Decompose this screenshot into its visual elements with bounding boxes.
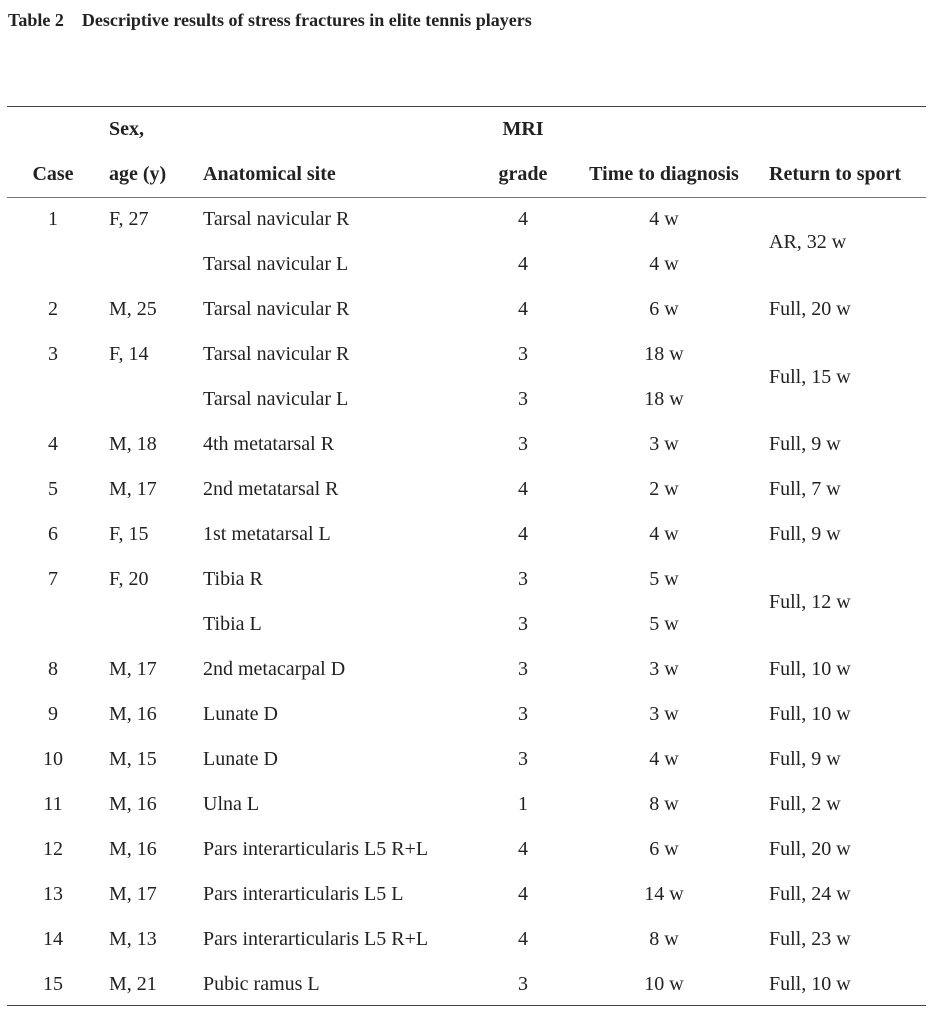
cell-sex-age: F, 14 xyxy=(109,343,149,365)
cell-sex-age: F, 15 xyxy=(109,523,149,545)
cell-mri: 3 xyxy=(518,388,528,410)
table-header-rule xyxy=(7,197,926,198)
cell-sex-age: F, 20 xyxy=(109,568,149,590)
cell-case: 3 xyxy=(48,343,58,365)
cell-mri: 3 xyxy=(518,568,528,590)
cell-case: 9 xyxy=(48,703,58,725)
cell-mri: 4 xyxy=(518,478,528,500)
cell-site: Pubic ramus L xyxy=(203,973,320,995)
cell-mri: 4 xyxy=(518,208,528,230)
header-mri-line-2: grade xyxy=(498,163,548,185)
cell-time: 14 w xyxy=(644,883,684,905)
cell-site: 1st metatarsal L xyxy=(203,523,331,545)
cell-return-to-sport: Full, 10 w xyxy=(769,658,851,680)
table-bottom-rule xyxy=(7,1005,926,1006)
cell-site: 2nd metatarsal R xyxy=(203,478,339,500)
cell-sex-age: M, 17 xyxy=(109,478,157,500)
cell-mri: 3 xyxy=(518,433,528,455)
cell-case: 4 xyxy=(48,433,58,455)
cell-return-to-sport: Full, 9 w xyxy=(769,433,841,455)
cell-time: 2 w xyxy=(649,478,679,500)
cell-return-to-sport: Full, 12 w xyxy=(769,590,851,613)
cell-time: 8 w xyxy=(649,928,679,950)
cell-site: Lunate D xyxy=(203,703,278,725)
cell-site: 2nd metacarpal D xyxy=(203,658,346,680)
cell-time: 3 w xyxy=(649,658,679,680)
table-caption xyxy=(8,10,532,31)
cell-return-to-sport: Full, 9 w xyxy=(769,523,841,545)
cell-mri: 3 xyxy=(518,973,528,995)
cell-case: 5 xyxy=(48,478,58,500)
cell-return-to-sport: Full, 7 w xyxy=(769,478,841,500)
cell-mri: 4 xyxy=(518,838,528,860)
cell-time: 5 w xyxy=(649,613,679,635)
cell-sex-age: M, 15 xyxy=(109,748,157,770)
cell-return-to-sport: Full, 23 w xyxy=(769,928,851,950)
table-caption-label: Table 2 xyxy=(8,10,64,30)
cell-site: Tarsal navicular L xyxy=(203,253,349,275)
header-sex-age-line-2: age (y) xyxy=(109,163,167,185)
header-case-line-2: Case xyxy=(32,163,74,185)
cell-site: 4th metatarsal R xyxy=(203,433,335,455)
cell-return-to-sport: Full, 9 w xyxy=(769,748,841,770)
cell-time: 3 w xyxy=(649,433,679,455)
cell-site: Tarsal navicular R xyxy=(203,208,350,230)
cell-mri: 4 xyxy=(518,253,528,275)
cell-mri: 3 xyxy=(518,748,528,770)
cell-mri: 4 xyxy=(518,523,528,545)
cell-return-to-sport: Full, 20 w xyxy=(769,298,851,320)
cell-site: Pars interarticularis L5 L xyxy=(203,883,404,905)
cell-time: 3 w xyxy=(649,703,679,725)
cell-sex-age: M, 16 xyxy=(109,793,157,815)
cell-mri: 3 xyxy=(518,658,528,680)
cell-sex-age: M, 16 xyxy=(109,703,157,725)
cell-sex-age: M, 21 xyxy=(109,973,157,995)
cell-mri: 3 xyxy=(518,343,528,365)
cell-site: Lunate D xyxy=(203,748,278,770)
cell-site: Ulna L xyxy=(203,793,260,815)
cell-time: 4 w xyxy=(649,748,679,770)
cell-time: 18 w xyxy=(644,343,684,365)
cell-sex-age: M, 18 xyxy=(109,433,157,455)
cell-mri: 4 xyxy=(518,298,528,320)
cell-time: 5 w xyxy=(649,568,679,590)
cell-time: 6 w xyxy=(649,838,679,860)
cell-time: 18 w xyxy=(644,388,684,410)
cell-time: 4 w xyxy=(649,253,679,275)
cell-sex-age: M, 17 xyxy=(109,883,157,905)
cell-return-to-sport: Full, 10 w xyxy=(769,973,851,995)
cell-case: 11 xyxy=(43,793,63,815)
cell-sex-age: M, 16 xyxy=(109,838,157,860)
cell-return-to-sport: Full, 20 w xyxy=(769,838,851,860)
cell-case: 8 xyxy=(48,658,58,680)
cell-return-to-sport: AR, 32 w xyxy=(769,230,847,253)
cell-site: Tibia L xyxy=(203,613,262,635)
cell-time: 6 w xyxy=(649,298,679,320)
cell-time: 4 w xyxy=(649,523,679,545)
cell-time: 10 w xyxy=(644,973,684,995)
cell-site: Tarsal navicular R xyxy=(203,343,350,365)
header-sex-age-line-1: Sex, xyxy=(109,118,144,140)
cell-time: 8 w xyxy=(649,793,679,815)
cell-sex-age: M, 17 xyxy=(109,658,157,680)
cell-site: Tarsal navicular L xyxy=(203,388,349,410)
cell-sex-age: F, 27 xyxy=(109,208,149,230)
cell-case: 6 xyxy=(48,523,58,545)
cell-mri: 4 xyxy=(518,928,528,950)
header-mri-line-1: MRI xyxy=(502,118,544,140)
table-top-rule xyxy=(7,106,926,107)
cell-case: 14 xyxy=(43,928,63,950)
cell-case: 12 xyxy=(43,838,63,860)
cell-site: Pars interarticularis L5 R+L xyxy=(203,838,429,860)
cell-case: 15 xyxy=(43,973,63,995)
table-caption-title: Descriptive results of stress fractures in elite tennis players xyxy=(81,10,532,30)
cell-site: Tibia R xyxy=(203,568,263,590)
cell-sex-age: M, 13 xyxy=(109,928,157,950)
header-site-line-2: Anatomical site xyxy=(203,163,336,185)
header-return-line-2: Return to sport xyxy=(769,163,902,185)
cell-mri: 3 xyxy=(518,703,528,725)
cell-case: 1 xyxy=(48,208,58,230)
cell-site: Pars interarticularis L5 R+L xyxy=(203,928,429,950)
cell-return-to-sport: Full, 10 w xyxy=(769,703,851,725)
cell-case: 10 xyxy=(43,748,63,770)
cell-mri: 4 xyxy=(518,883,528,905)
cell-site: Tarsal navicular R xyxy=(203,298,350,320)
cell-return-to-sport: Full, 15 w xyxy=(769,365,851,388)
cell-return-to-sport: Full, 24 w xyxy=(769,883,851,905)
cell-case: 7 xyxy=(48,568,58,590)
cell-sex-age: M, 25 xyxy=(109,298,157,320)
cell-mri: 3 xyxy=(518,613,528,635)
cell-case: 2 xyxy=(48,298,58,320)
cell-time: 4 w xyxy=(649,208,679,230)
cell-mri: 1 xyxy=(518,793,528,815)
cell-case: 13 xyxy=(43,883,63,905)
header-time-line-2: Time to diagnosis xyxy=(589,163,739,185)
cell-return-to-sport: Full, 2 w xyxy=(769,793,841,815)
